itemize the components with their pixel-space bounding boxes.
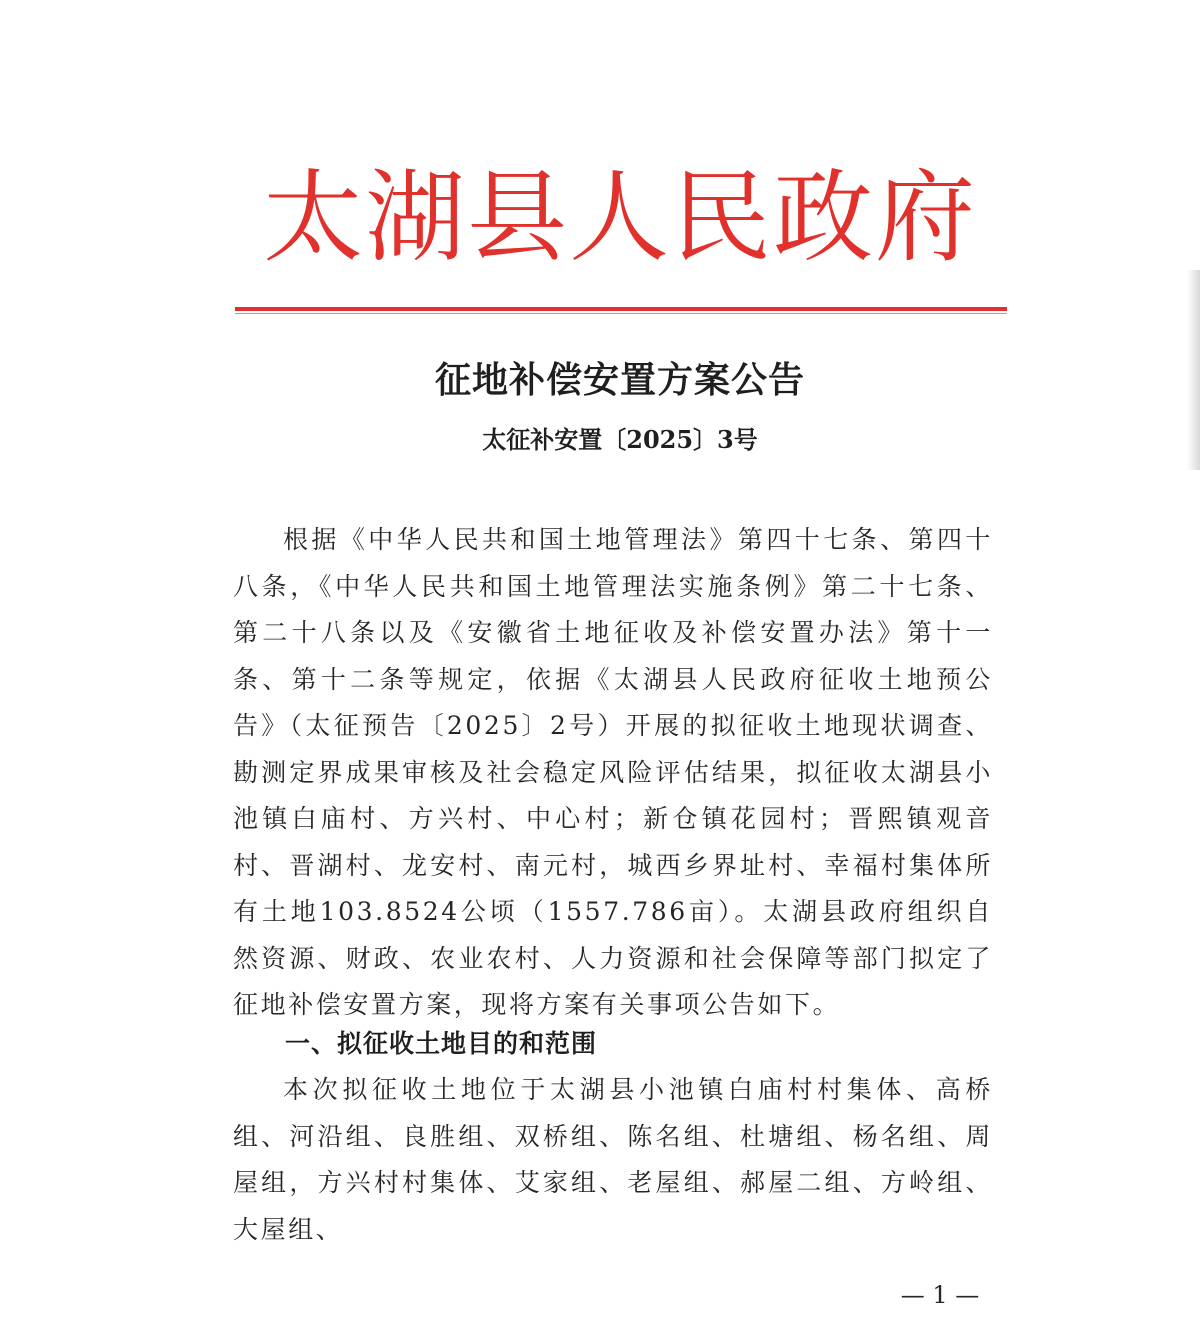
document-number: 太征补安置〔2025〕3号 bbox=[482, 425, 758, 454]
page-number: — 1 — bbox=[900, 1281, 980, 1309]
section-text-1: 本次拟征收土地位于太湖县小池镇白庙村村集体、高桥组、河沿组、良胜组、双桥组、陈名组、杜塘组、杨名组、周屋组，方兴村村集体、艾家组、老屋组、郝屋二组、方岭组、大屋组、 bbox=[233, 1075, 993, 1244]
issuing-authority-header: 太湖县人民政府 bbox=[263, 159, 977, 276]
red-separator-line bbox=[235, 307, 1007, 311]
notice-title: 征地补偿安置方案公告 bbox=[434, 359, 805, 401]
red-separator-line-thin bbox=[235, 313, 1007, 314]
section-heading-1: 一、拟征收土地目的和范围 bbox=[285, 1029, 598, 1058]
scan-edge-shadow bbox=[1187, 270, 1200, 470]
body-paragraph: 根据《中华人民共和国土地管理法》第四十七条、第四十八条，《中华人民共和国土地管理法实施条例》第二十七条、第二十八条以及《安徽省土地征收及补偿安置办法》第十一条、第十二条等规定，依据《太湖县人民政府征收土地预公告》（太征预告〔2025〕2号）开展的拟征收土地现状调查、勘测定界成果审核及社会稳定风险评估结果，拟征收太湖县小池镇白庙村、方兴村、中心村；新仓镇花园村；晋熙镇观音村、晋湖村、龙安村、南元村，城西乡界址村、幸福村集体所有土地103.8524公顷（1557.786亩）。太湖县政府组织自然资源、财政、农业农村、人力资源和社会保障等部门拟定了征地补偿安置方案，现将方案有关事项公告如下。 bbox=[233, 525, 993, 1019]
